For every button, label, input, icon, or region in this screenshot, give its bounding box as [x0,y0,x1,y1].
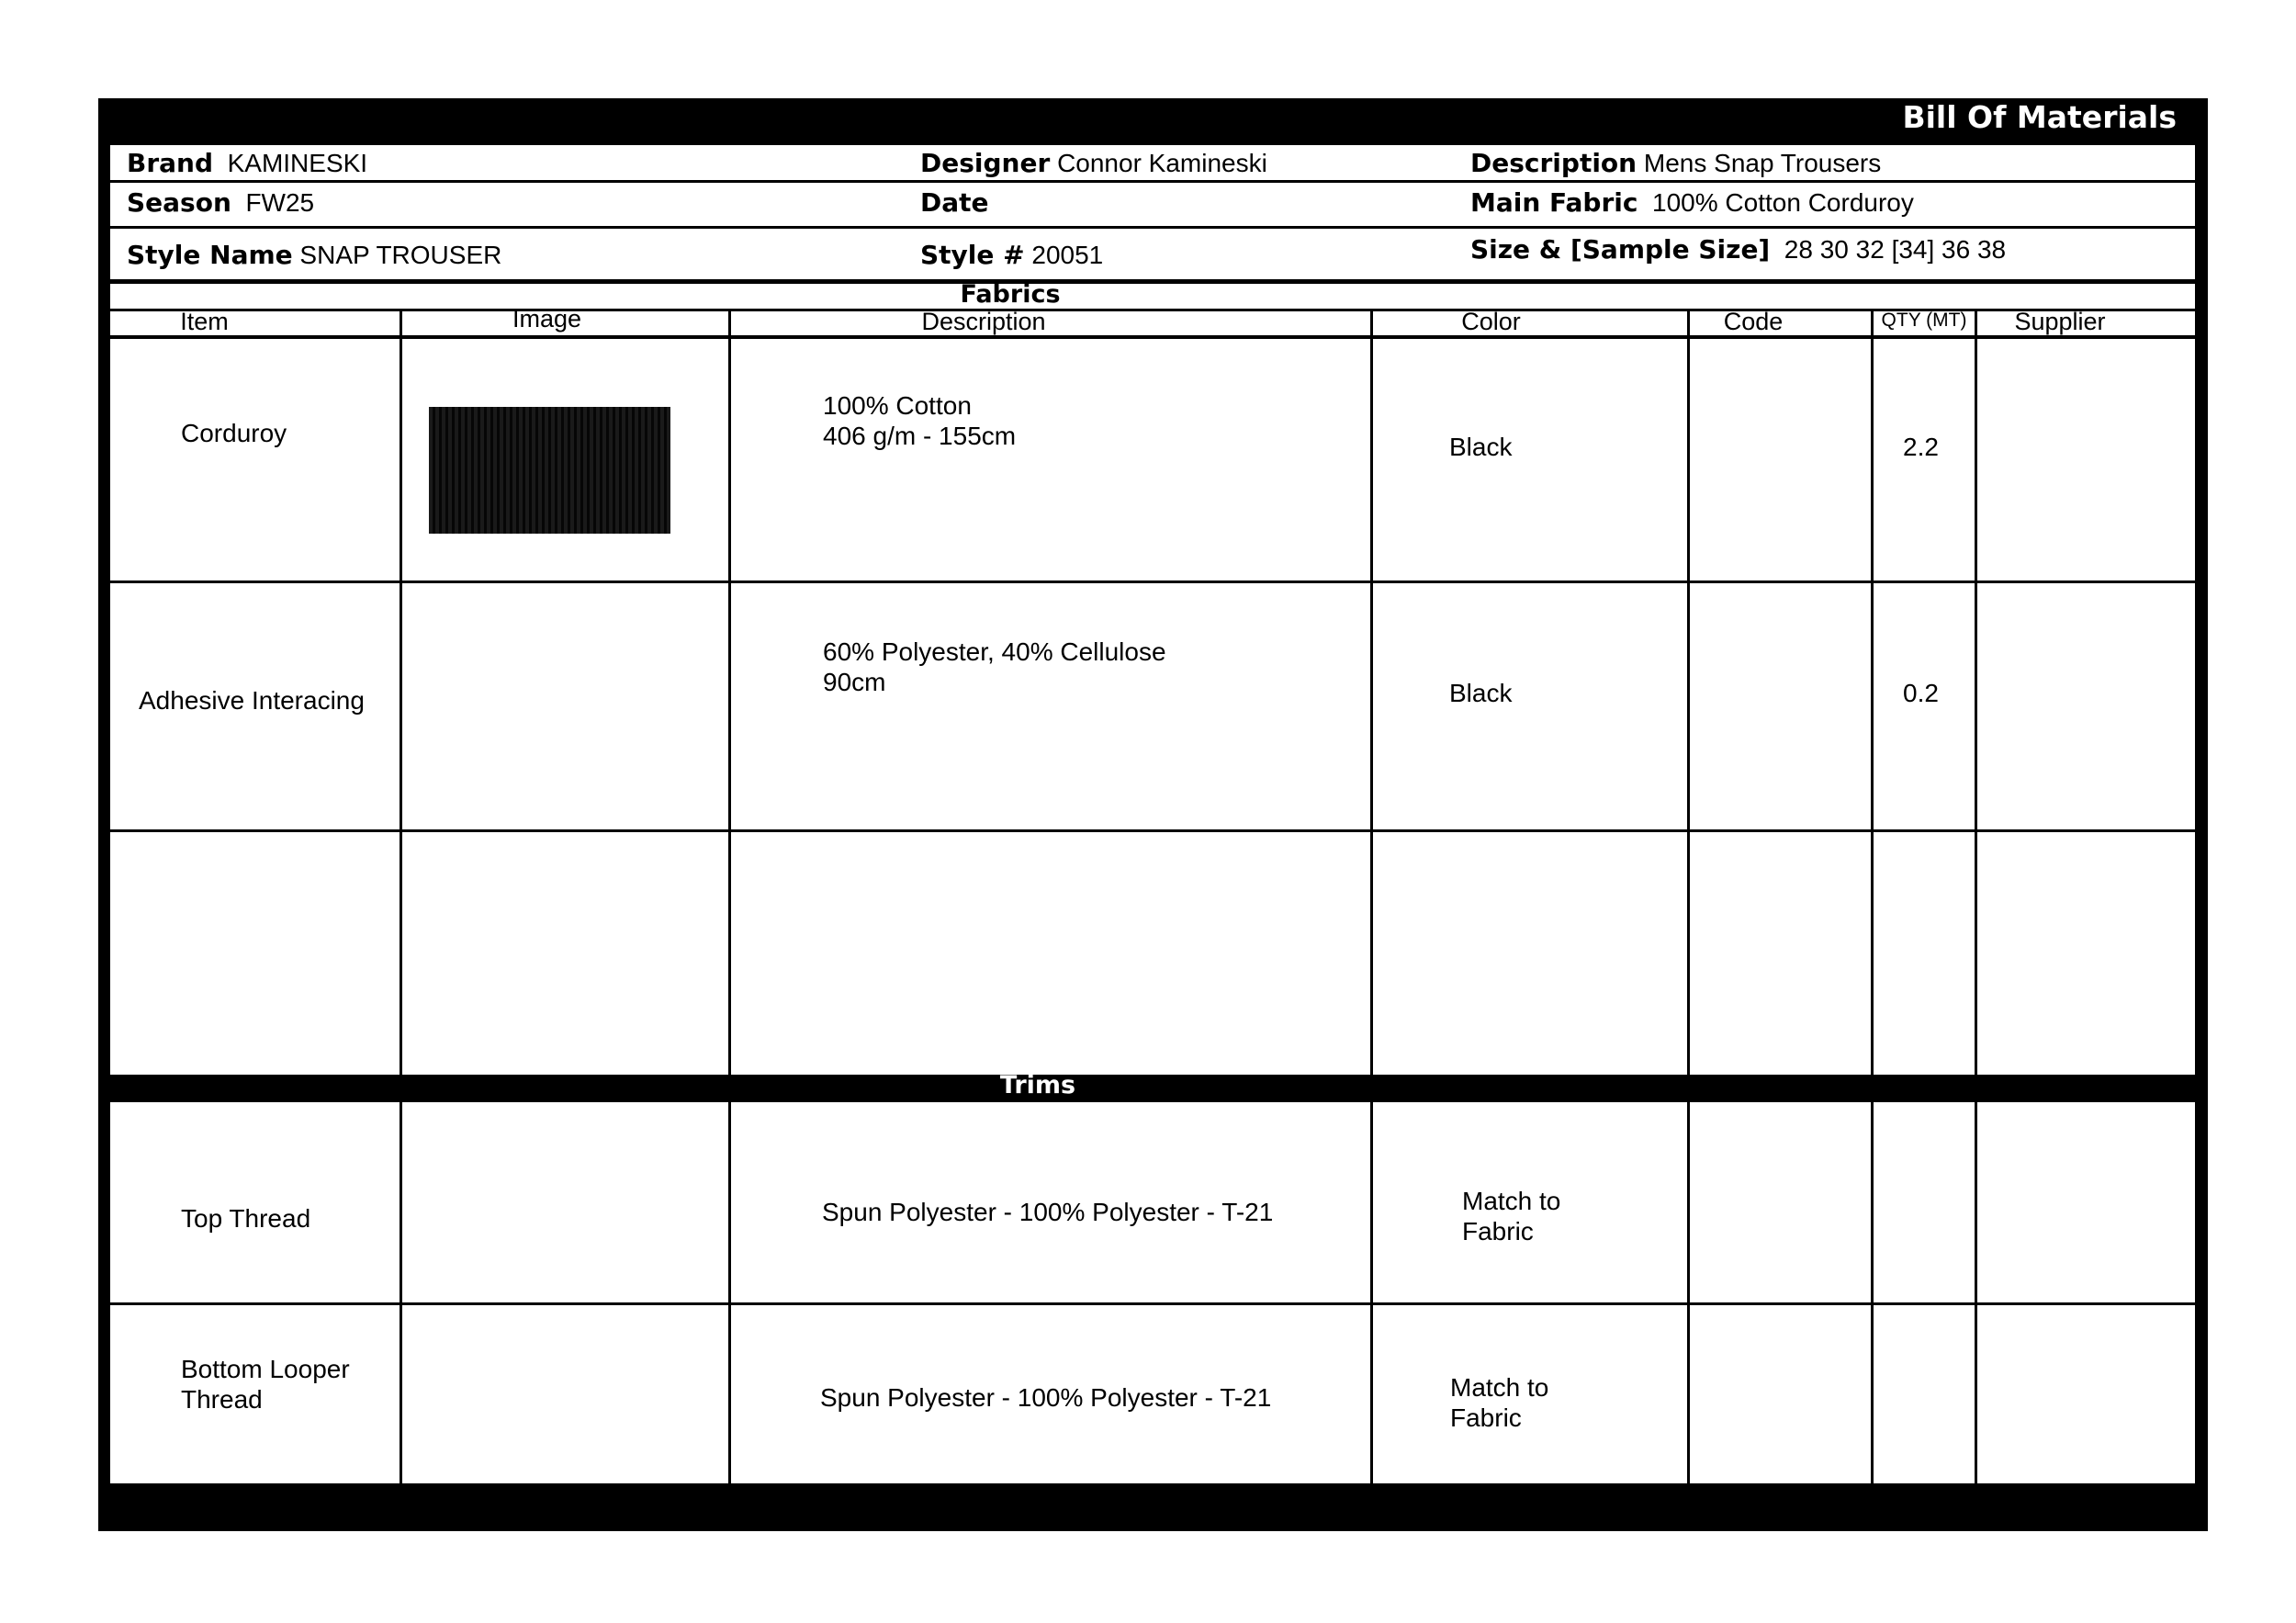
style-number-label: Style # [920,240,1025,270]
style-number-value: 20051 [1031,241,1104,269]
document-title: Bill Of Materials [1902,99,2177,135]
column-divider [1871,309,1874,1075]
season-value: FW25 [245,188,315,217]
style-name-field [127,240,501,270]
column-divider [728,309,731,1075]
designer-field [920,148,1267,178]
column-header-code: Code [1723,308,1784,335]
brand-field [127,148,367,178]
column-divider [400,309,402,1075]
fabric-1-item: Corduroy [181,419,287,447]
fabric-1-description: 100% Cotton 406 g/m - 155cm [823,391,1017,450]
trim-1-color: Match to Fabric [1462,1187,1561,1245]
fabrics-section-title: Fabrics [960,280,1061,309]
header-divider [110,180,2195,183]
column-divider [1975,1102,1977,1483]
table-rule [110,580,2195,583]
table-rule [110,1302,2195,1305]
column-header-qty: QTY (MT) [1881,310,1967,331]
main-fabric-label: Main Fabric [1470,187,1638,218]
brand-value: KAMINESKI [227,149,368,177]
description-field [1470,148,1881,178]
header-divider [110,226,2195,229]
column-divider [728,1102,731,1483]
fabric-1-color: Black [1449,433,1513,461]
size-value: 28 30 32 [34] 36 38 [1784,235,2007,264]
main-fabric-value: 100% Cotton Corduroy [1652,188,1914,217]
trims-table [110,1102,2195,1483]
column-divider [1687,309,1690,1075]
column-divider [1370,309,1373,1075]
column-header-supplier: Supplier [2014,308,2106,335]
style-name-value: SNAP TROUSER [299,241,502,269]
column-header-color: Color [1461,308,1521,335]
description-value: Mens Snap Trousers [1643,149,1882,177]
main-fabric-field [1470,187,1914,218]
column-divider [400,1102,402,1483]
date-label: Date [920,187,989,218]
corduroy-swatch-image [429,407,670,534]
column-divider [1370,1102,1373,1483]
fabric-1-qty: 2.2 [1903,433,1939,461]
trim-1-description: Spun Polyester - 100% Polyester - T-21 [822,1198,1274,1226]
fabric-2-color: Black [1449,679,1513,707]
column-divider [1871,1102,1874,1483]
column-header-description: Description [921,308,1046,335]
date-field [920,187,989,218]
size-label: Size & [Sample Size] [1470,234,1771,265]
trims-section-title: Trims [999,1071,1076,1099]
designer-label: Designer [920,148,1051,178]
designer-value: Connor Kamineski [1057,149,1267,177]
column-header-image: Image [512,305,582,332]
fabric-2-qty: 0.2 [1903,679,1939,707]
style-number-field [920,240,1103,270]
style-name-label: Style Name [127,240,293,270]
column-divider [1687,1102,1690,1483]
trim-2-description: Spun Polyester - 100% Polyester - T-21 [820,1383,1272,1412]
fabric-2-description: 60% Polyester, 40% Cellulose 90cm [823,637,1166,696]
season-label: Season [127,187,231,218]
size-field [1470,234,2006,265]
fabric-2-item: Adhesive Interacing [139,686,365,715]
column-divider [1975,309,1977,1075]
brand-label: Brand [127,148,214,178]
trim-1-item: Top Thread [181,1204,311,1233]
season-field [127,187,314,218]
table-rule [110,829,2195,832]
description-label: Description [1470,148,1638,178]
trim-2-item: Bottom Looper Thread [181,1355,350,1414]
column-header-item: Item [180,308,229,335]
trim-2-color: Match to Fabric [1450,1373,1549,1432]
